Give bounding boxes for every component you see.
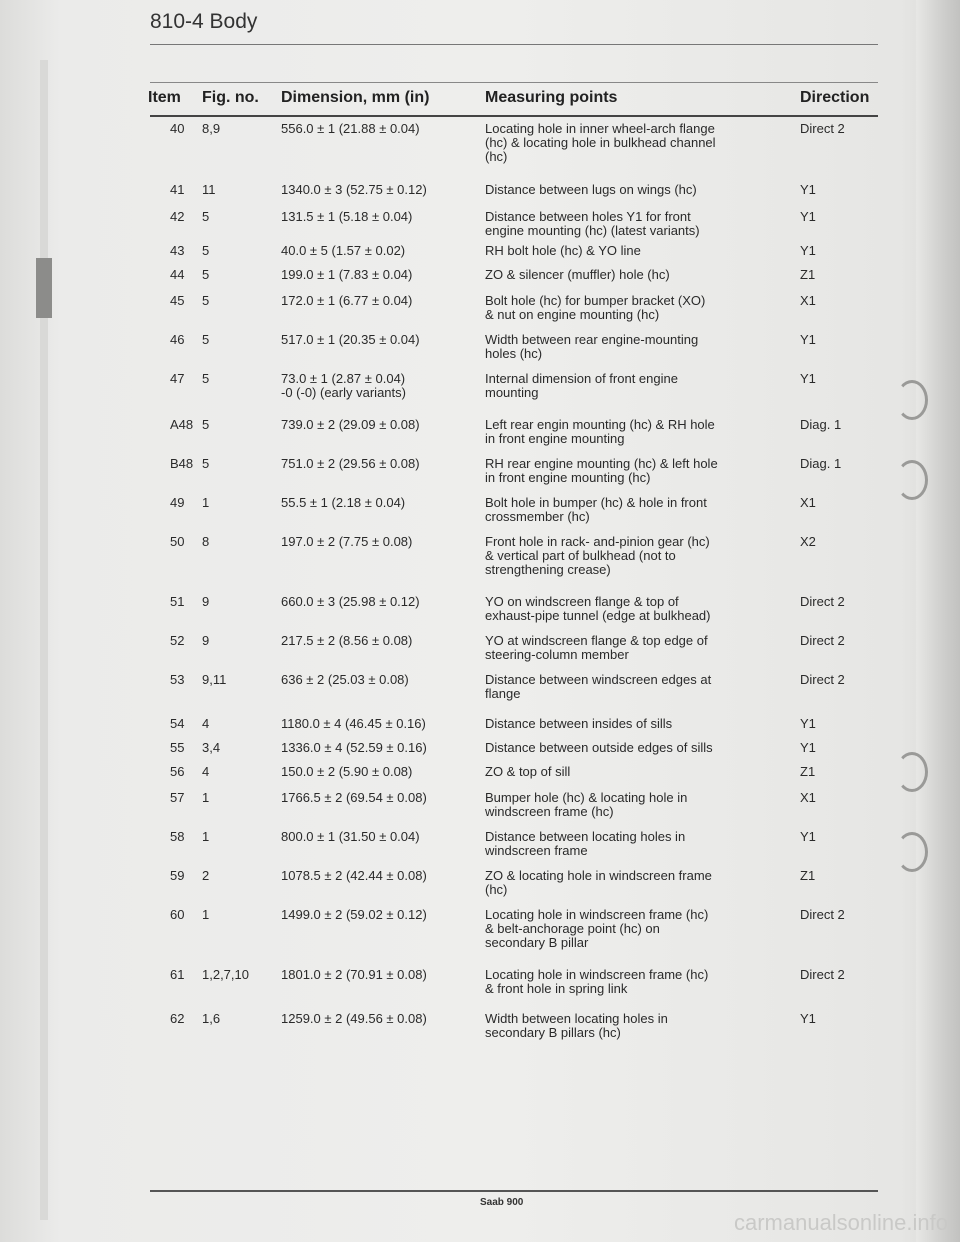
row-dimension-cell: 517.0 ± 1 (20.35 ± 0.04) — [281, 332, 420, 347]
row-dimension-cell: 751.0 ± 2 (29.56 ± 0.08) — [281, 456, 420, 471]
row-item-cell: 53 — [170, 672, 185, 687]
row-measuring-points-cell: Width between locating holes in secondary B pillars (hc) — [485, 1011, 668, 1040]
row-direction-cell: Z1 — [800, 764, 816, 779]
row-item-cell: 49 — [170, 495, 185, 510]
row-dimension-cell: 556.0 ± 1 (21.88 ± 0.04) — [281, 121, 420, 136]
row-measuring-points-cell: Locating hole in windscreen frame (hc) & front hole in spring link — [485, 967, 709, 996]
row-dimension-cell: 1259.0 ± 2 (49.56 ± 0.08) — [281, 1011, 427, 1026]
row-direction-cell: Y1 — [800, 209, 816, 224]
row-dimension-cell: 739.0 ± 2 (29.09 ± 0.08) — [281, 417, 420, 432]
page-edge-shadow — [916, 0, 960, 1242]
column-header-dimension: Dimension, mm (in) — [281, 89, 430, 106]
binder-ring-icon — [896, 832, 928, 872]
column-header-direction: Direction — [800, 89, 870, 106]
row-dimension-cell: 1336.0 ± 4 (52.59 ± 0.16) — [281, 740, 427, 755]
row-direction-cell: Direct 2 — [800, 672, 845, 687]
column-header-fig: Fig. no. — [202, 89, 259, 106]
row-fig-cell: 9 — [202, 633, 210, 648]
row-dimension-cell: 150.0 ± 2 (5.90 ± 0.08) — [281, 764, 413, 779]
row-dimension-cell: 199.0 ± 1 (7.83 ± 0.04) — [281, 267, 413, 282]
row-direction-cell: Y1 — [800, 332, 816, 347]
row-fig-cell: 5 — [202, 417, 210, 432]
row-measuring-points-cell: Width between rear engine-mounting holes (hc) — [485, 332, 699, 361]
row-measuring-points-cell: Distance between holes Y1 for front engine mounting (hc) (latest variants) — [485, 209, 700, 238]
row-fig-cell: 1 — [202, 829, 210, 844]
row-direction-cell: X1 — [800, 790, 816, 805]
binding-shadow — [40, 60, 48, 1220]
row-measuring-points-cell: ZO & locating hole in windscreen frame (hc) — [485, 868, 712, 897]
row-fig-cell: 1,2,7,10 — [202, 967, 249, 982]
row-item-cell: 45 — [170, 293, 185, 308]
row-dimension-cell: 172.0 ± 1 (6.77 ± 0.04) — [281, 293, 413, 308]
row-dimension-cell: 1340.0 ± 3 (52.75 ± 0.12) — [281, 182, 427, 197]
row-direction-cell: Direct 2 — [800, 594, 845, 609]
row-fig-cell: 1 — [202, 495, 210, 510]
row-direction-cell: Y1 — [800, 829, 816, 844]
row-fig-cell: 8,9 — [202, 121, 221, 136]
row-direction-cell: Direct 2 — [800, 967, 845, 982]
row-measuring-points-cell: RH bolt hole (hc) & YO line — [485, 243, 641, 258]
row-direction-cell: Diag. 1 — [800, 456, 842, 471]
binder-ring-icon — [896, 460, 928, 500]
row-dimension-cell: 800.0 ± 1 (31.50 ± 0.04) — [281, 829, 420, 844]
row-fig-cell: 1 — [202, 907, 210, 922]
row-measuring-points-cell: ZO & silencer (muffler) hole (hc) — [485, 267, 670, 282]
row-measuring-points-cell: Distance between outside edges of sills — [485, 740, 713, 755]
row-direction-cell: Y1 — [800, 371, 816, 386]
column-header-measuring-points: Measuring points — [485, 89, 618, 106]
row-dimension-cell: 73.0 ± 1 (2.87 ± 0.04) -0 (-0) (early variants) — [281, 371, 406, 400]
page-title: 810-4 Body — [150, 10, 258, 33]
row-item-cell: 61 — [170, 967, 185, 982]
row-direction-cell: Z1 — [800, 868, 816, 883]
row-measuring-points-cell: Distance between windscreen edges at flange — [485, 672, 712, 701]
row-direction-cell: Direct 2 — [800, 121, 845, 136]
row-item-cell: 41 — [170, 182, 185, 197]
row-fig-cell: 5 — [202, 243, 210, 258]
row-dimension-cell: 131.5 ± 1 (5.18 ± 0.04) — [281, 209, 413, 224]
row-dimension-cell: 1801.0 ± 2 (70.91 ± 0.08) — [281, 967, 427, 982]
row-item-cell: 46 — [170, 332, 185, 347]
row-item-cell: 58 — [170, 829, 185, 844]
row-measuring-points-cell: ZO & top of sill — [485, 764, 571, 779]
row-item-cell: 54 — [170, 716, 185, 731]
row-dimension-cell: 40.0 ± 5 (1.57 ± 0.02) — [281, 243, 406, 258]
row-item-cell: A48 — [170, 417, 194, 432]
row-fig-cell: 5 — [202, 332, 210, 347]
row-dimension-cell: 660.0 ± 3 (25.98 ± 0.12) — [281, 594, 420, 609]
row-item-cell: 59 — [170, 868, 185, 883]
row-fig-cell: 5 — [202, 209, 210, 224]
row-measuring-points-cell: Distance between lugs on wings (hc) — [485, 182, 697, 197]
row-dimension-cell: 55.5 ± 1 (2.18 ± 0.04) — [281, 495, 406, 510]
row-direction-cell: Direct 2 — [800, 633, 845, 648]
row-dimension-cell: 1499.0 ± 2 (59.02 ± 0.12) — [281, 907, 427, 922]
footer-divider — [150, 1190, 878, 1192]
row-fig-cell: 1 — [202, 790, 210, 805]
row-direction-cell: X1 — [800, 495, 816, 510]
row-fig-cell: 2 — [202, 868, 210, 883]
row-direction-cell: Z1 — [800, 267, 816, 282]
row-dimension-cell: 1078.5 ± 2 (42.44 ± 0.08) — [281, 868, 427, 883]
row-direction-cell: Y1 — [800, 243, 816, 258]
row-item-cell: 40 — [170, 121, 185, 136]
row-fig-cell: 4 — [202, 716, 210, 731]
row-fig-cell: 8 — [202, 534, 210, 549]
row-measuring-points-cell: Front hole in rack- and-pinion gear (hc) & vertical part of bulkhead (not to strengthening crease) — [485, 534, 710, 577]
row-item-cell: 60 — [170, 907, 185, 922]
row-measuring-points-cell: Distance between locating holes in windscreen frame — [485, 829, 686, 858]
row-fig-cell: 11 — [202, 182, 216, 197]
row-measuring-points-cell: Bolt hole in bumper (hc) & hole in front crossmember (hc) — [485, 495, 707, 524]
row-dimension-cell: 217.5 ± 2 (8.56 ± 0.08) — [281, 633, 413, 648]
row-dimension-cell: 636 ± 2 (25.03 ± 0.08) — [281, 672, 409, 687]
row-direction-cell: X1 — [800, 293, 816, 308]
row-direction-cell: Y1 — [800, 740, 816, 755]
binder-ring-icon — [896, 380, 928, 420]
row-direction-cell: Y1 — [800, 716, 816, 731]
row-item-cell: 56 — [170, 764, 185, 779]
row-item-cell: 52 — [170, 633, 185, 648]
row-item-cell: 62 — [170, 1011, 185, 1026]
row-direction-cell: Diag. 1 — [800, 417, 842, 432]
row-dimension-cell: 1180.0 ± 4 (46.45 ± 0.16) — [281, 716, 426, 731]
row-item-cell: B48 — [170, 456, 194, 471]
row-measuring-points-cell: RH rear engine mounting (hc) & left hole in front engine mounting (hc) — [485, 456, 718, 485]
section-tab-marker — [36, 258, 52, 318]
row-fig-cell: 5 — [202, 456, 210, 471]
row-measuring-points-cell: Internal dimension of front engine mounting — [485, 371, 678, 400]
row-dimension-cell: 197.0 ± 2 (7.75 ± 0.08) — [281, 534, 413, 549]
row-fig-cell: 4 — [202, 764, 210, 779]
binder-ring-icon — [896, 752, 928, 792]
row-item-cell: 51 — [170, 594, 185, 609]
row-direction-cell: Y1 — [800, 182, 816, 197]
row-fig-cell: 9 — [202, 594, 210, 609]
row-direction-cell: Y1 — [800, 1011, 816, 1026]
row-measuring-points-cell: YO at windscreen flange & top edge of steering-column member — [485, 633, 708, 662]
row-direction-cell: X2 — [800, 534, 816, 549]
row-fig-cell: 9,11 — [202, 672, 227, 687]
row-fig-cell: 5 — [202, 267, 210, 282]
watermark-text: carmanualsonline.info — [733, 1210, 948, 1235]
row-measuring-points-cell: YO on windscreen flange & top of exhaust-pipe tunnel (edge at bulkhead) — [485, 594, 711, 623]
row-fig-cell: 1,6 — [202, 1011, 221, 1026]
row-item-cell: 57 — [170, 790, 185, 805]
row-fig-cell: 5 — [202, 293, 210, 308]
row-item-cell: 43 — [170, 243, 185, 258]
row-measuring-points-cell: Locating hole in inner wheel-arch flange (hc) & locating hole in bulkhead channel (hc) — [485, 121, 716, 164]
row-fig-cell: 3,4 — [202, 740, 221, 755]
row-direction-cell: Direct 2 — [800, 907, 845, 922]
row-item-cell: 42 — [170, 209, 185, 224]
footer-text: Saab 900 — [480, 1197, 524, 1208]
row-dimension-cell: 1766.5 ± 2 (69.54 ± 0.08) — [281, 790, 427, 805]
column-header-item: Item — [148, 89, 181, 106]
row-item-cell: 50 — [170, 534, 185, 549]
table-header-divider — [150, 115, 878, 117]
row-item-cell: 44 — [170, 267, 185, 282]
row-fig-cell: 5 — [202, 371, 210, 386]
row-measuring-points-cell: Distance between insides of sills — [485, 716, 673, 731]
table-top-divider — [150, 82, 878, 83]
row-item-cell: 55 — [170, 740, 185, 755]
row-measuring-points-cell: Left rear engin mounting (hc) & RH hole in front engine mounting — [485, 417, 715, 446]
row-measuring-points-cell: Bumper hole (hc) & locating hole in windscreen frame (hc) — [485, 790, 688, 819]
row-measuring-points-cell: Bolt hole (hc) for bumper bracket (XO) & nut on engine mounting (hc) — [485, 293, 706, 322]
header-divider — [150, 44, 878, 45]
row-measuring-points-cell: Locating hole in windscreen frame (hc) & belt-anchorage point (hc) on secondary B pillar — [485, 907, 709, 950]
row-item-cell: 47 — [170, 371, 185, 386]
table-header — [150, 87, 878, 113]
